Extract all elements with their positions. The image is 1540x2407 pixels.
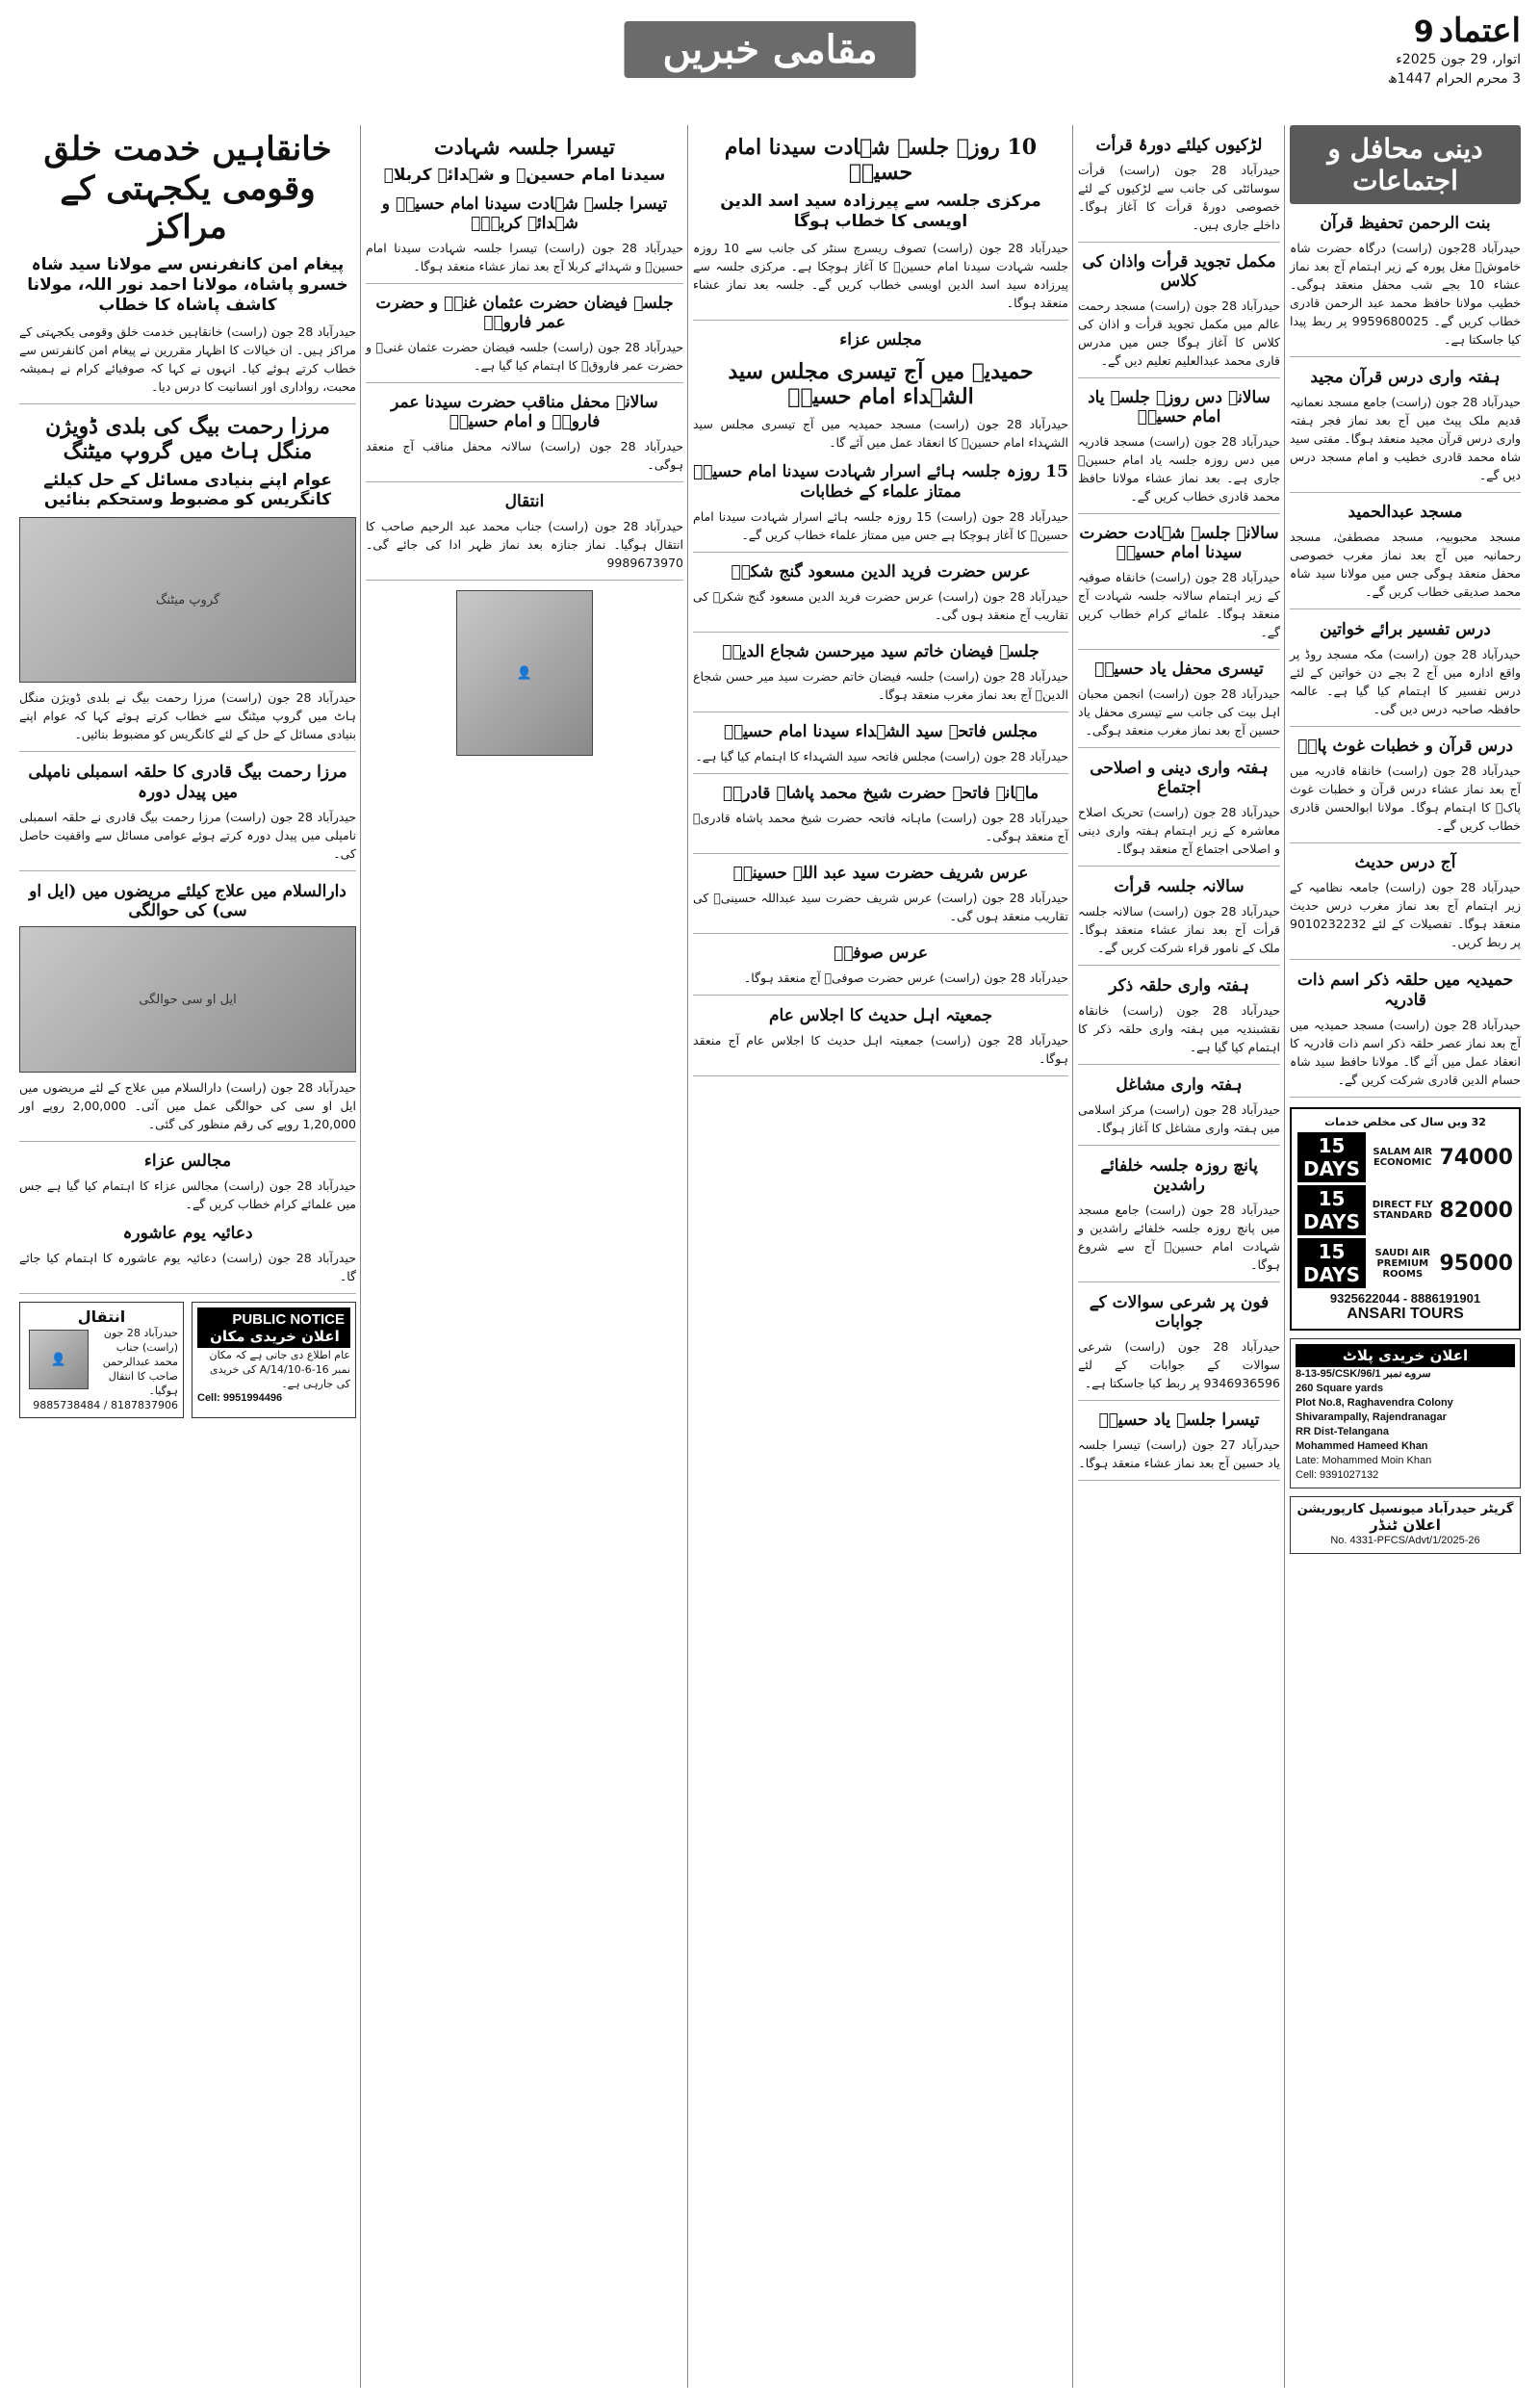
story5-headline: مجالس عزاء <box>143 1152 232 1171</box>
item-title: ہفتہ واری حلقہ ذکر <box>1109 976 1249 996</box>
item-title: حمیدیہ میں حلقہ ذکر اسم ذات قادریہ <box>1296 971 1514 1010</box>
jalsa-subtitle: سیدنا امام حسینؓ و شہدائے کربلاؓ <box>383 166 666 185</box>
column-jalsa <box>366 125 683 2388</box>
shahadat-headline: 10 روزہ جلسہ شہادت سیدنا امام حسینؓ <box>724 135 1038 185</box>
divider <box>693 933 1068 934</box>
item-text: حیدرآباد 28 جون (راست) شرعی سوالات کے جوابات کے لئے 9346936596 پر ربط کیا جاسکتا ہے۔ <box>1078 1339 1280 1390</box>
column-lead-story <box>19 125 356 2388</box>
item-text: حیدرآباد 28 جون (راست) جلسہ فیضان حضرت عثمان غنیؓ و حضرت عمر فاروقؓ کا اہتمام کیا گیا ہے۔ <box>366 340 683 373</box>
item-title: مجلس فاتحہ سید الشہداء سیدنا امام حسینؓ <box>723 722 1039 741</box>
item-title: تیسری محفل یاد حسینؓ <box>1094 660 1264 679</box>
divider <box>1078 1480 1280 1481</box>
divider <box>693 552 1068 553</box>
item-text: حیدرآباد 28جون (راست) درگاہ حضرت شاہ خاموشؒ مغل پورہ کے زیر اہتمام آج بعد نماز عشاء 10 بجے شب محفل منعقد ہوگی۔ خطیب مولانا حافظ محمد عبد الرحمن قادری خطاب کریں گے۔ 9959680025 پر ربط پیدا کیا جاسکتا ہے۔ <box>1290 241 1522 347</box>
divider <box>1078 242 1280 243</box>
item-text: حیدرآباد 28 جون (راست) جمعیتہ اہل حدیث کا اجلاس عام آج منعقد ہوگا۔ <box>693 1033 1068 1066</box>
plot-ad-title: اعلان خریدی پلاٹ <box>1296 1344 1515 1367</box>
item-title: سالانہ محفل مناقب حضرت سیدنا عمر فاروقؓ و امام حسینؓ <box>391 393 658 431</box>
column-shahadat <box>693 125 1068 2388</box>
story2-photo-caption: گروپ میٹنگ <box>155 592 220 608</box>
item-text: حیدرآباد 28 جون (راست) ماہانہ فاتحہ حضرت شیخ محمد پاشاہ قادریؒ آج منعقد ہوگی۔ <box>693 811 1068 843</box>
column-events-2 <box>1078 125 1280 2388</box>
item-title: جمعیتہ اہل حدیث کا اجلاس عام <box>768 1006 992 1025</box>
lead-subheadline: پیغام امن کانفرنس سے مولانا سید شاہ خسرو پاشاہ، مولانا احمد نور اللہ، مولانا کاشف پاشاہ کا خطاب <box>27 255 348 315</box>
story2-headline: مرزا رحمت بیگ کی بلدی ڈویژن منگل ہاٹ میں گروپ میٹنگ <box>45 414 330 464</box>
divider <box>1290 842 1521 843</box>
plot-ad-phone: Cell: 9391027132 <box>1296 1469 1379 1481</box>
item-title: ہفتہ واری درس قرآن مجید <box>1310 368 1501 387</box>
item-title: آج درس حدیث <box>1354 853 1456 872</box>
plot-advertisement <box>1290 1338 1521 1488</box>
item-text: حیدرآباد 28 جون (راست) عرس شریف حضرت سید عبداللہ حسینیؒ کی تقاریب منعقد ہوں گی۔ <box>693 891 1068 923</box>
divider <box>693 1075 1068 1076</box>
item-title: سالانہ دس روزہ جلسہ یاد امام حسینؓ <box>1088 388 1270 427</box>
story6-text: حیدرآباد 28 جون (راست) دعائیہ یوم عاشورہ کا اہتمام کیا جائے گا۔ <box>19 1251 356 1283</box>
plot-ad-owner: Mohammed Hameed Khan <box>1296 1440 1428 1452</box>
shahadat-text: حیدرآباد 28 جون (راست) تصوف ریسرچ سنٹر کی جانب سے 10 روزہ جلسہ شہادت سیدنا امام حسینؓ کا آغاز ہوچکا ہے۔ مرکزی جلسہ سے پیرزادہ سید اسد الدین اویسی خطاب کریں گے۔ جلسہ بعد نماز عشاء منعقد ہوگا۔ <box>693 241 1068 310</box>
item-title: بنت الرحمن تحفیظ قرآن <box>1320 214 1491 233</box>
shahadat-subheadline: مرکزی جلسہ سے پیرزادہ سید اسد الدین اویسی کا خطاب ہوگا <box>720 192 1041 231</box>
public-notice <box>192 1302 356 1418</box>
public-notice-header-en: PUBLIC NOTICE <box>232 1311 345 1328</box>
item-title: جلسہ فیضان خاتم سید میرحسن شجاع الدینؒ <box>722 642 1040 661</box>
divider <box>1290 959 1521 960</box>
story4-text: حیدرآباد 28 جون (راست) دارالسلام میں علاج کے لئے مریضوں میں ایل او سی کی حوالگی عمل میں آئی۔ 2,00,000 روپے اور 1,20,000 روپے کی رقم منظور کی گئی۔ <box>19 1080 356 1131</box>
masthead <box>19 12 1521 117</box>
item-title: درس تفسیر برائے خواتین <box>1320 620 1491 639</box>
item-text: حیدرآباد 28 جون (راست) عرس حضرت فرید الدین مسعود گنج شکرؒ کی تقاریب آج منعقد ہوں گی۔ <box>693 589 1068 622</box>
tour-ad-row <box>1297 1185 1513 1235</box>
hameediya-headline: حمیدیہ میں آج تیسری مجلس سید الشہداء امام حسینؓ <box>728 359 1034 409</box>
item-title: عرس حضرت فرید الدین مسعود گنج شکرؒ <box>731 562 1031 582</box>
column-divider <box>687 125 688 2388</box>
story6-headline: دعائیہ یوم عاشورہ <box>122 1224 253 1243</box>
paper-logo <box>1328 12 1521 89</box>
divider <box>1078 377 1280 378</box>
story4-photo <box>19 926 356 1073</box>
item-text: حیدرآباد 27 جون (راست) تیسرا جلسہ یاد حسین آج بعد نماز عشاء منعقد ہوگا۔ <box>1078 1437 1280 1470</box>
shahadat-list <box>693 461 1068 1076</box>
jalsa-title: تیسرا جلسہ شہادت <box>434 135 615 160</box>
tour-ad-days: 15 DAYS <box>1297 1132 1366 1182</box>
events-list-2 <box>1078 135 1280 1481</box>
item-title: سالانہ جلسہ شہادت حضرت سیدنا امام حسینؓ <box>1079 524 1279 562</box>
plot-ad-owner-2: Late: Mohammed Moin Khan <box>1296 1455 1432 1466</box>
tour-ad-header: 32 ویں سال کی مخلص خدمات <box>1324 1116 1486 1128</box>
item-title: سالانہ جلسہ قرأت <box>1114 877 1245 896</box>
item-text: حیدرآباد 28 جون (راست) عرس حضرت صوفیؒ آج منعقد ہوگا۔ <box>743 971 1068 985</box>
item-text: حیدرآباد 28 جون (راست) خانقاہ نقشبندیہ میں ہفتہ واری حلقہ ذکر کا اہتمام کیا گیا ہے۔ <box>1078 1003 1281 1054</box>
gov-notice-subtitle: اعلان ٹنڈر <box>1370 1516 1441 1534</box>
item-text: حیدرآباد 28 جون (راست) جناب محمد عبد الرحیم صاحب کا انتقال ہوگیا۔ نماز جنازہ بعد نماز ظہر ادا کی جائے گی۔ 9989673970 <box>366 519 683 570</box>
item-text: حیدرآباد 28 جون (راست) مرکز اسلامی میں ہفتہ واری مشاغل کا آغاز ہوگا۔ <box>1078 1102 1280 1135</box>
paper-name: اعتماد <box>1438 12 1521 50</box>
public-notice-header-ur: اعلان خریدی مکان <box>210 1328 340 1345</box>
column-divider <box>1072 125 1073 2388</box>
item-title: ماہانہ فاتحہ حضرت شیخ محمد پاشاہ قادریؒ <box>722 784 1040 803</box>
hameediya-text: حیدرآباد 28 جون (راست) مسجد حمیدیہ میں آج تیسری مجلس سید الشہداء امام حسینؓ کا انعقاد عمل میں آئے گا۔ <box>693 417 1068 450</box>
divider <box>1290 356 1521 357</box>
divider <box>19 870 356 871</box>
tour-ad-row <box>1297 1132 1513 1182</box>
obituary-photo: 👤 <box>456 590 593 756</box>
public-notice-phone: Cell: 9951994496 <box>197 1392 283 1404</box>
divider <box>693 773 1068 774</box>
divider <box>1078 1064 1280 1065</box>
item-text: حیدرآباد 28 جون (راست) مسجد حمیدیہ میں آج بعد نماز عصر حلقہ ذکر اسم ذات قادریہ کا انعقاد عمل میں آئے گا۔ مولانا حافظ سید شاہ حسام الدین قادری شرکت کریں گے۔ <box>1290 1018 1521 1087</box>
religious-events-banner: دینی محافل و اجتماعات <box>1290 125 1521 204</box>
item-text: حیدرآباد 28 جون (راست) قرأت سوسائٹی کی جانب سے لڑکیوں کے لئے خصوصی دورۂ قرأت کا آغاز ہوگا۔ داخلے جاری ہیں۔ <box>1078 163 1280 232</box>
item-text: حیدرآباد 28 جون (راست) 15 روزہ جلسہ ہائے اسرار شہادت سیدنا امام حسینؓ کا آغاز ہوچکا ہے جس میں ممتاز علماء خطاب کریں گے۔ <box>693 509 1068 542</box>
story2-text: حیدرآباد 28 جون (راست) مرزا رحمت بیگ نے بلدی ڈویژن منگل ہاٹ میں گروپ میٹنگ سے خطاب کرتے ہوئے کہا کہ عوام اپنے بنیادی مسائل کے حل کے لئے کانگریس کو مضبوط بنائیں۔ <box>19 690 356 741</box>
divider <box>366 283 683 284</box>
section-title: مقامی خبریں <box>625 21 916 78</box>
plot-ad-line: RR Dist-Telangana <box>1296 1426 1389 1437</box>
tour-ad-label: SAUDI AIR PREMIUM ROOMS <box>1374 1247 1430 1280</box>
gov-notice-ref: No. 4331-PFCS/Advt/1/2025-26 <box>1330 1535 1480 1546</box>
divider <box>693 995 1068 996</box>
divider <box>1078 649 1280 650</box>
divider <box>1290 608 1521 609</box>
divider <box>1078 1400 1280 1401</box>
item-text: حیدرآباد 28 جون (راست) جلسہ فیضان خاتم حضرت سید میر حسن شجاع الدینؒ آج بعد نماز مغرب منعقد ہوگا۔ <box>693 669 1069 702</box>
divider <box>1078 965 1280 966</box>
item-title: مسجد عبدالحمید <box>1348 503 1463 522</box>
divider <box>19 1141 356 1142</box>
tour-ad-phone: 9325622044 - 8886191901 <box>1329 1291 1481 1306</box>
divider <box>1290 1097 1521 1098</box>
item-text: حیدرآباد 28 جون (راست) خانقاہ قادریہ میں آج بعد نماز عشاء درس قرآن و خطبات غوث پاکؓ کا اہتمام ہوگا۔ مولانا ابوالحسن قادری خطاب کریں گے۔ <box>1290 764 1521 833</box>
item-title: پانچ روزہ جلسہ خلفائے راشدین <box>1100 1156 1258 1195</box>
story3-headline: مرزا رحمت بیگ قادری کا حلقہ اسمبلی نامپلی میں پیدل دورہ <box>28 763 347 802</box>
item-title: عرس شریف حضرت سید عبد اللہ حسینیؒ <box>732 864 1029 883</box>
item-text: حیدرآباد 28 جون (راست) جامع مسجد نعمانیہ قدیم ملک پیٹ میں آج بعد نماز فجر ہفتہ واری درس قرآن مجید منعقد ہوگا۔ مفتی سید شاہ محمد قادری خطیب و امام مسجد درس دیں گے۔ <box>1290 395 1521 482</box>
gov-notice-title: گریٹر حیدرآباد میونسپل کارپوریشن <box>1296 1502 1514 1516</box>
bottom-ads-row <box>19 1302 356 1418</box>
tour-ad-price: 74000 <box>1439 1145 1513 1170</box>
plot-ad-line: 8-13-95/CSK/96/1 سروے نمبر <box>1296 1368 1431 1380</box>
date-hijri: 3 محرم الحرام 1447ھ <box>1387 71 1521 87</box>
divider <box>19 751 356 752</box>
story4-headline: دارالسلام میں علاج کیلئے مریضوں میں (ایل او سی) کی حوالگی <box>29 882 346 920</box>
obituary-box <box>19 1302 184 1418</box>
tour-ad-row <box>1297 1238 1513 1288</box>
tour-ad-price: 82000 <box>1439 1198 1513 1223</box>
item-title: جلسہ فیضان حضرت عثمان غنیؓ و حضرت عمر فاروقؓ <box>375 294 674 332</box>
plot-ad-line: Shivarampally, Rajendranagar <box>1296 1411 1447 1423</box>
public-notice-text: عام اطلاع دی جاتی ہے کہ مکان نمبر 16-6-14/10/A کی خریدی کی جارہی ہے۔ <box>209 1349 350 1390</box>
item-title: 15 روزہ جلسہ ہائے اسرار شہادت سیدنا امام حسینؓ ممتاز علماء کے خطابات <box>693 462 1068 502</box>
divider <box>1078 1145 1280 1146</box>
plot-ad-lines <box>1296 1367 1515 1439</box>
item-title: ہفتہ واری دینی و اصلاحی اجتماع <box>1090 759 1269 797</box>
item-title: فون پر شرعی سوالات کے جوابات <box>1089 1293 1270 1332</box>
item-text: حیدرآباد 28 جون (راست) تیسرا جلسہ شہادت سیدنا امام حسینؓ و شہدائے کربلا آج بعد نماز عشاء منعقد ہوگا۔ <box>366 241 683 273</box>
story2-photo <box>19 517 356 683</box>
item-title: لڑکیوں کیلئے دورۂ قرأت <box>1095 136 1263 155</box>
divider <box>1290 492 1521 493</box>
divider <box>366 481 683 482</box>
divider <box>19 403 356 404</box>
divider <box>693 632 1068 633</box>
item-title: انتقال <box>504 492 545 511</box>
item-title: مکمل تجوید قرأت واذان کی کلاس <box>1082 252 1276 291</box>
item-text: حیدرآباد 28 جون (راست) مسجد رحمت عالم میں مکمل تجوید قرأت و اذان کی کلاس کا آغاز ہوگا جس میں مدرس قاری محمد عبدالعلیم تعلیم دیں گے۔ <box>1078 298 1280 368</box>
lead-text: حیدرآباد 28 جون (راست) خانقاہیں خدمت خلق وقومی یکجہتی کے مراکز ہیں۔ ان خیالات کا اظہار مقررین نے پیغام امن کانفرنس سے خطاب کرتے ہوئے کیا۔ انہوں نے کہا کہ صوفیائے کرام نے ہمیشہ محبت، رواداری اور انسانیت کا درس دیا۔ <box>19 324 356 394</box>
divider <box>1078 747 1280 748</box>
column-religious-events <box>1290 125 1521 2388</box>
plot-ad-line: 260 Square yards <box>1296 1383 1384 1394</box>
columns <box>19 125 1521 2388</box>
plot-ad-line: Plot No.8, Raghavendra Colony <box>1296 1397 1453 1409</box>
item-text: مسجد محبوبیہ، مسجد مصطفیٰ، مسجد رحمانیہ میں آج بعد نماز مغرب خصوصی محفل منعقد ہوگی جس میں مولانا سید شاہ محمد صدیقی خطاب کریں گے۔ <box>1290 530 1521 599</box>
item-text: حیدرآباد 28 جون (راست) مجلس فاتحہ سید الشہداء کا اہتمام کیا گیا ہے۔ <box>695 749 1068 764</box>
public-notice-header <box>197 1307 350 1348</box>
divider <box>693 320 1068 321</box>
item-title: عرس صوفیؒ <box>834 944 928 963</box>
column-divider <box>360 125 361 2388</box>
tour-ad-label: DIRECT FLY STANDARD <box>1372 1200 1433 1221</box>
item-text: حیدرآباد 28 جون (راست) تحریک اصلاح معاشرہ کے زیر اہتمام ہفتہ واری دینی و اصلاحی اجتماع آج منعقد ہوگا۔ <box>1078 805 1280 856</box>
religious-events-list <box>1290 214 1521 1098</box>
tour-ad-days: 15 DAYS <box>1297 1185 1366 1235</box>
obituary-title: انتقال <box>77 1307 126 1326</box>
divider <box>693 853 1068 854</box>
item-text: حیدرآباد 28 جون (راست) سالانہ جلسہ قرأت آج بعد نماز عشاء منعقد ہوگا۔ ملک کے نامور قراء شرکت کریں گے۔ <box>1078 904 1280 955</box>
divider <box>1078 1281 1280 1282</box>
item-text: حیدرآباد 28 جون (راست) سالانہ محفل مناقب آج منعقد ہوگی۔ <box>366 439 683 472</box>
divider <box>19 1293 356 1294</box>
item-text: حیدرآباد 28 جون (راست) جامع مسجد میں پانچ روزہ جلسہ خلفائے راشدین و شہادت امام حسینؓ آج سے شروع ہوگا۔ <box>1078 1203 1280 1272</box>
page-number: 9 <box>1413 15 1434 49</box>
item-title: تیسرا جلسہ شہادت سیدنا امام حسینؓ و شہدائے کربلاؓ <box>381 194 668 233</box>
item-title: ہفتہ واری مشاغل <box>1116 1075 1243 1095</box>
tour-ad-rows <box>1297 1132 1513 1288</box>
story5-text: حیدرآباد 28 جون (راست) مجالس عزاء کا اہتمام کیا گیا ہے جس میں علمائے کرام خطاب کریں گے۔ <box>19 1178 356 1211</box>
story3-text: حیدرآباد 28 جون (راست) مرزا رحمت بیگ قادری نے حلقہ اسمبلی نامپلی میں پیدل دورہ کرتے ہوئے عوامی مسائل سے واقفیت حاصل کی۔ <box>19 810 356 861</box>
column-divider <box>1284 125 1285 2388</box>
divider <box>1290 726 1521 727</box>
divider <box>366 382 683 383</box>
item-text: حیدرآباد 28 جون (راست) انجمن محبان اہل بیت کی جانب سے تیسری محفل یاد حسین آج بعد نماز مغرب منعقد ہوگی۔ <box>1078 686 1280 738</box>
tour-ad-company: ANSARI TOURS <box>1347 1306 1464 1322</box>
tour-ad-label: SALAM AIR ECONOMIC <box>1373 1147 1433 1168</box>
item-title: تیسرا جلسہ یاد حسینؓ <box>1098 1411 1260 1430</box>
majlis-title: مجلس عزاء <box>839 330 922 349</box>
divider <box>366 580 683 581</box>
divider <box>1078 513 1280 514</box>
date-gregorian: اتوار، 29 جون 2025ء <box>1396 52 1521 67</box>
tour-ad-days: 15 DAYS <box>1297 1238 1366 1288</box>
item-text: حیدرآباد 28 جون (راست) خانقاہ صوفیہ کے زیر اہتمام سالانہ جلسہ شہادت آج منعقد ہوگا۔ علمائے کرام خطاب کریں گے۔ <box>1078 570 1280 639</box>
obituary-photo-2: 👤 <box>29 1330 89 1389</box>
jalsa-list <box>366 194 683 581</box>
tour-ad-price: 95000 <box>1439 1251 1513 1276</box>
obituary-text: حیدرآباد 28 جون (راست) جناب محمد عبدالرحمن صاحب کا انتقال ہوگیا۔ 8187837906 / 9885738484 <box>33 1327 178 1411</box>
divider <box>1078 866 1280 867</box>
story4-photo-caption: ایل او سی حوالگی <box>139 992 237 1007</box>
item-text: حیدرآباد 28 جون (راست) مکہ مسجد روڈ پر واقع ادارہ میں آج 2 بجے دن خواتین کے لئے درس تفسیر کا اہتمام کیا گیا ہے۔ عالمہ حافظہ صاحبہ درس دیں گی۔ <box>1290 647 1521 716</box>
item-title: درس قرآن و خطبات غوث پاکؓ <box>1297 737 1513 756</box>
story2-subheadline: عوام اپنے بنیادی مسائل کے حل کیلئے کانگریس کو مضبوط وستحکم بنائیں <box>43 471 332 509</box>
tour-advertisement <box>1290 1107 1521 1331</box>
gov-tender-notice <box>1290 1496 1521 1554</box>
lead-headline: خانقاہیں خدمت خلق وقومی یکجہتی کے مراکز <box>43 130 332 246</box>
item-text: حیدرآباد 28 جون (راست) مسجد قادریہ میں دس روزہ جلسہ یاد امام حسینؓ جاری ہے۔ بعد نماز عشاء مولانا حافظ محمد قادری خطاب کریں گے۔ <box>1078 434 1280 504</box>
item-text: حیدرآباد 28 جون (راست) جامعہ نظامیہ کے زیر اہتمام آج بعد نماز مغرب درس حدیث منعقد ہوگا۔ تفصیلات کے لئے 9010232232 پر ربط کریں۔ <box>1290 880 1521 949</box>
